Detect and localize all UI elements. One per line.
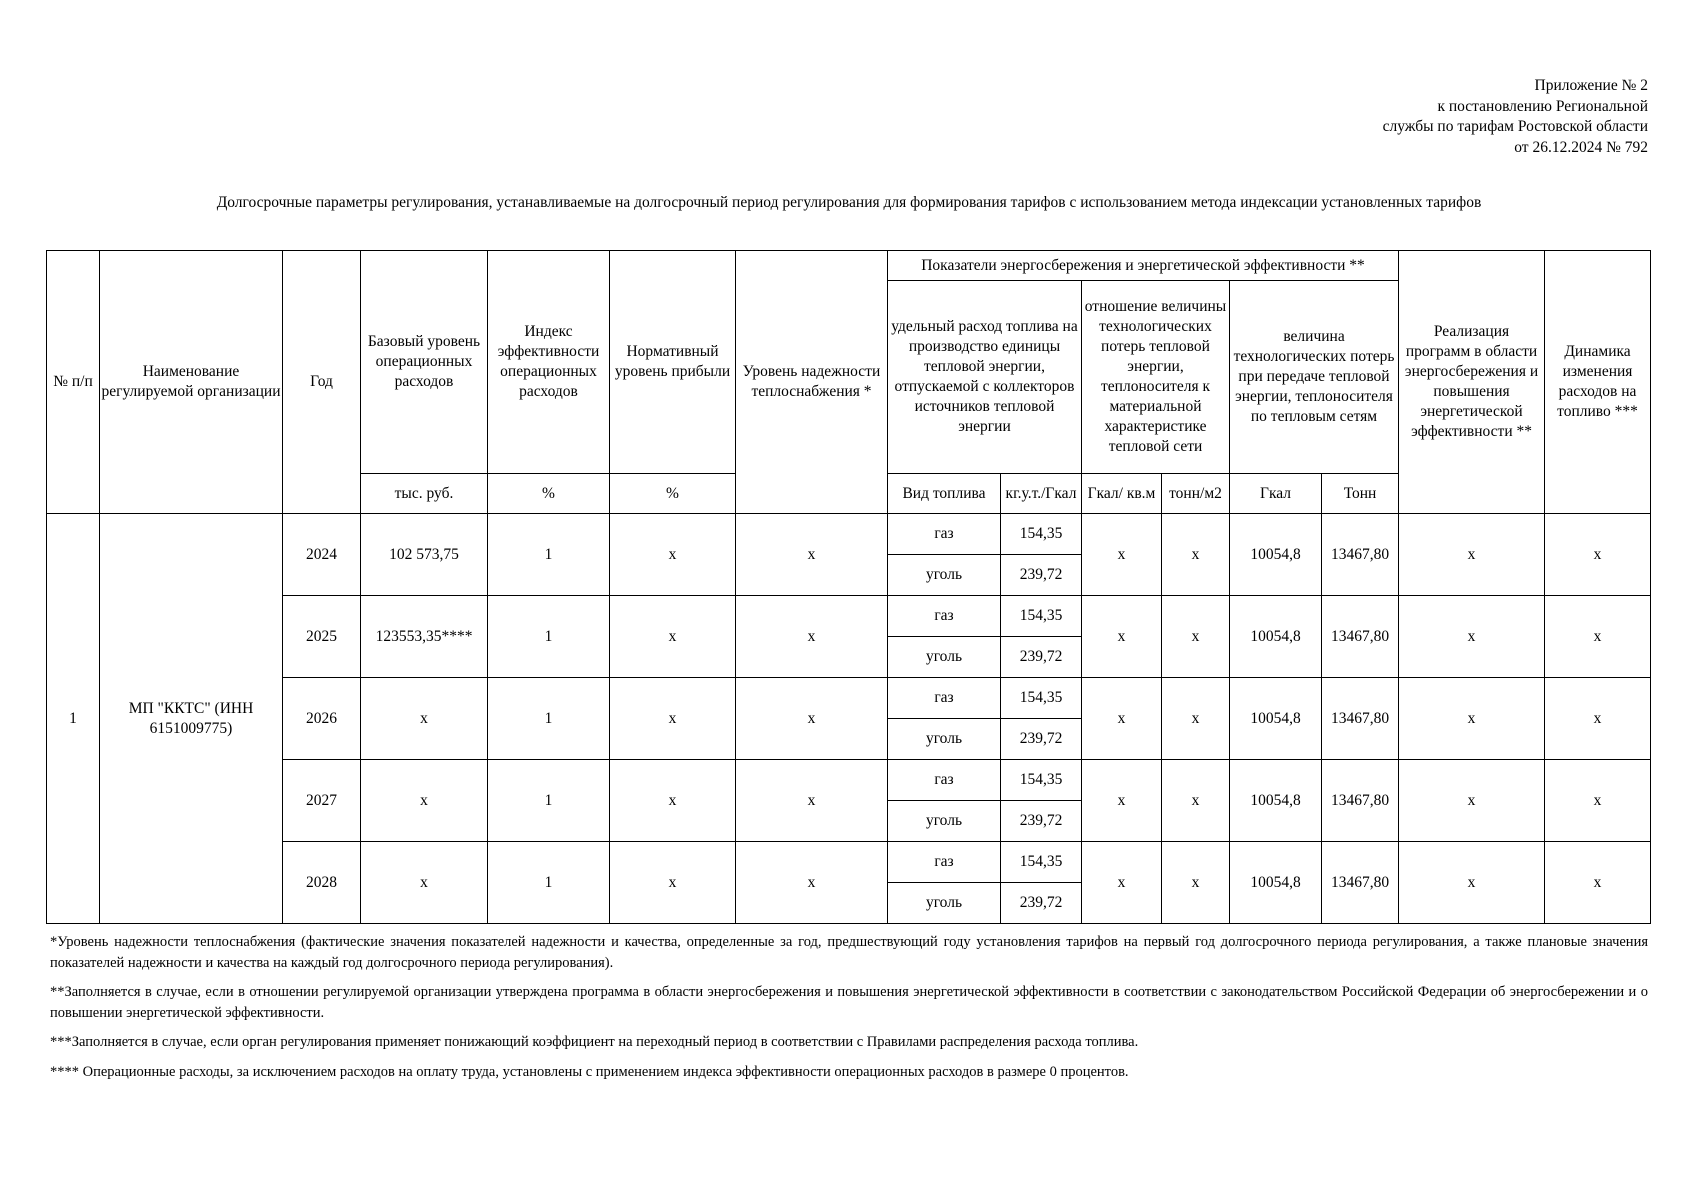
row-ratio-ton: x	[1162, 678, 1230, 760]
row-reliability: x	[736, 678, 888, 760]
header-index: Индекс эффективности операционных расходов	[488, 251, 610, 474]
row-profit: x	[610, 596, 736, 678]
row-fuel-rate: 154,35	[1001, 760, 1082, 801]
row-fuel-type: уголь	[888, 801, 1001, 842]
row-fuel-rate: 154,35	[1001, 514, 1082, 555]
unit-index: %	[488, 474, 610, 514]
row-programs: x	[1399, 760, 1545, 842]
row-programs: x	[1399, 596, 1545, 678]
row-ratio-gcal: x	[1082, 678, 1162, 760]
row-fuel-type: газ	[888, 596, 1001, 637]
header-programs: Реализация программ в области энергосбережения и повышения энергетической эффективности **	[1399, 251, 1545, 514]
appendix-line: от 26.12.2024 № 792	[1514, 138, 1648, 156]
row-reliability: x	[736, 760, 888, 842]
unit-loss-gcal: Гкал	[1230, 474, 1322, 514]
header-num: № п/п	[47, 251, 100, 514]
appendix-block	[1383, 76, 1648, 158]
row-index: 1	[488, 842, 610, 924]
footnote: *Уровень надежности теплоснабжения (фактические значения показателей надежности и качества, определенные за год, предшествующий году установления тарифов на первый год долгосрочного периода регулирования, а также плановые значения показателей надежности и качества на каждый год долгосрочного периода регулирования).	[50, 934, 1648, 971]
row-reliability: x	[736, 842, 888, 924]
header-energy-group: Показатели энергосбережения и энергетической эффективности **	[888, 251, 1399, 281]
header-profit: Нормативный уровень прибыли	[610, 251, 736, 474]
row-year: 2027	[283, 760, 361, 842]
row-profit: x	[610, 514, 736, 596]
row-fuel-type: уголь	[888, 555, 1001, 596]
row-loss-gcal: 10054,8	[1230, 678, 1322, 760]
row-reliability: x	[736, 596, 888, 678]
row-index: 1	[488, 596, 610, 678]
row-base: x	[361, 678, 488, 760]
header-ratio: отношение величины технологических потерь тепловой энергии, теплоносителя к материальной характеристике тепловой сети	[1082, 281, 1230, 474]
row-ratio-gcal: x	[1082, 514, 1162, 596]
appendix-line: Приложение № 2	[1534, 77, 1648, 94]
unit-fuel: кг.у.т./Гкал	[1001, 474, 1082, 514]
row-base: 102 573,75	[361, 514, 488, 596]
header-reliability: Уровень надежности теплоснабжения *	[736, 251, 888, 514]
row-profit: x	[610, 678, 736, 760]
row-dynamics: x	[1545, 514, 1651, 596]
row-fuel-rate: 239,72	[1001, 883, 1082, 924]
footnotes	[50, 932, 1648, 1091]
footnote: ***Заполняется в случае, если орган регулирования применяет понижающий коэффициент на переходный период в соответствии с Правилами распределения расхода топлива.	[50, 1034, 1139, 1050]
row-loss-ton: 13467,80	[1322, 678, 1399, 760]
row-fuel-type: газ	[888, 842, 1001, 883]
row-dynamics: x	[1545, 760, 1651, 842]
row-fuel-type: газ	[888, 678, 1001, 719]
unit-base: тыс. руб.	[361, 474, 488, 514]
row-fuel-rate: 239,72	[1001, 637, 1082, 678]
header-org: Наименование регулируемой организации	[100, 251, 283, 514]
row-index: 1	[488, 678, 610, 760]
row-year: 2026	[283, 678, 361, 760]
row-ratio-gcal: x	[1082, 596, 1162, 678]
appendix-line: службы по тарифам Ростовской области	[1382, 118, 1648, 135]
footnote: **** Операционные расходы, за исключением расходов на оплату труда, установлены с применением индекса эффективности операционных расходов в размере 0 процентов.	[50, 1063, 1129, 1080]
row-programs: x	[1399, 514, 1545, 596]
row-loss-gcal: 10054,8	[1230, 596, 1322, 678]
unit-ratio-ton: тонн/м2	[1162, 474, 1230, 514]
row-ratio-ton: x	[1162, 760, 1230, 842]
row-fuel-type: уголь	[888, 719, 1001, 760]
header-base: Базовый уровень операционных расходов	[361, 251, 488, 474]
unit-ratio-gcal: Гкал/ кв.м	[1082, 474, 1162, 514]
row-loss-gcal: 10054,8	[1230, 514, 1322, 596]
row-programs: x	[1399, 678, 1545, 760]
header-losses: величина технологических потерь при передаче тепловой энергии, теплоносителя по тепловым сетям	[1230, 281, 1399, 474]
row-index: 1	[488, 760, 610, 842]
row-ratio-ton: x	[1162, 596, 1230, 678]
row-fuel-rate: 239,72	[1001, 719, 1082, 760]
row-year: 2025	[283, 596, 361, 678]
unit-profit: %	[610, 474, 736, 514]
row-fuel-rate: 154,35	[1001, 596, 1082, 637]
unit-fuel-type: Вид топлива	[888, 474, 1001, 514]
row-profit: x	[610, 842, 736, 924]
row-index: 1	[488, 514, 610, 596]
row-loss-gcal: 10054,8	[1230, 842, 1322, 924]
row-ratio-gcal: x	[1082, 760, 1162, 842]
row-fuel-type: уголь	[888, 637, 1001, 678]
row-loss-ton: 13467,80	[1322, 842, 1399, 924]
row-fuel-rate: 239,72	[1001, 555, 1082, 596]
row-profit: x	[610, 760, 736, 842]
row-ratio-ton: x	[1162, 842, 1230, 924]
row-fuel-type: газ	[888, 760, 1001, 801]
row-dynamics: x	[1545, 678, 1651, 760]
row-loss-ton: 13467,80	[1322, 514, 1399, 596]
parameters-table	[46, 250, 1651, 924]
org-number: 1	[47, 514, 100, 924]
header-fuel-rate: удельный расход топлива на производство единицы тепловой энергии, отпускаемой с коллекторов источников тепловой энергии	[888, 281, 1082, 474]
row-programs: x	[1399, 842, 1545, 924]
row-reliability: x	[736, 514, 888, 596]
row-year: 2028	[283, 842, 361, 924]
unit-loss-ton: Тонн	[1322, 474, 1399, 514]
document-title: Долгосрочные параметры регулирования, устанавливаемые на долгосрочный период регулирования для формирования тарифов с использованием метода индексации установленных тарифов	[216, 194, 1482, 211]
row-loss-ton: 13467,80	[1322, 760, 1399, 842]
org-name: МП "ККТС" (ИНН 6151009775)	[100, 514, 283, 924]
row-fuel-rate: 154,35	[1001, 678, 1082, 719]
row-year: 2024	[283, 514, 361, 596]
footnote: **Заполняется в случае, если в отношении регулируемой организации утверждена программа в области энергосбережения и повышения энергетической эффективности в соответствии с законодательством Российской Федерации об энергосбережении и о повышении энергетической эффективности.	[50, 984, 1648, 1021]
row-base: x	[361, 760, 488, 842]
row-dynamics: x	[1545, 596, 1651, 678]
row-loss-gcal: 10054,8	[1230, 760, 1322, 842]
row-ratio-ton: x	[1162, 514, 1230, 596]
row-fuel-type: уголь	[888, 883, 1001, 924]
header-fuel-dynamics: Динамика изменения расходов на топливо ***	[1545, 251, 1651, 514]
row-ratio-gcal: x	[1082, 842, 1162, 924]
row-fuel-rate: 154,35	[1001, 842, 1082, 883]
row-loss-ton: 13467,80	[1322, 596, 1399, 678]
row-dynamics: x	[1545, 842, 1651, 924]
row-base: 123553,35****	[361, 596, 488, 678]
header-year: Год	[283, 251, 361, 514]
row-fuel-type: газ	[888, 514, 1001, 555]
row-base: x	[361, 842, 488, 924]
appendix-line: к постановлению Региональной	[1437, 97, 1648, 115]
row-fuel-rate: 239,72	[1001, 801, 1082, 842]
